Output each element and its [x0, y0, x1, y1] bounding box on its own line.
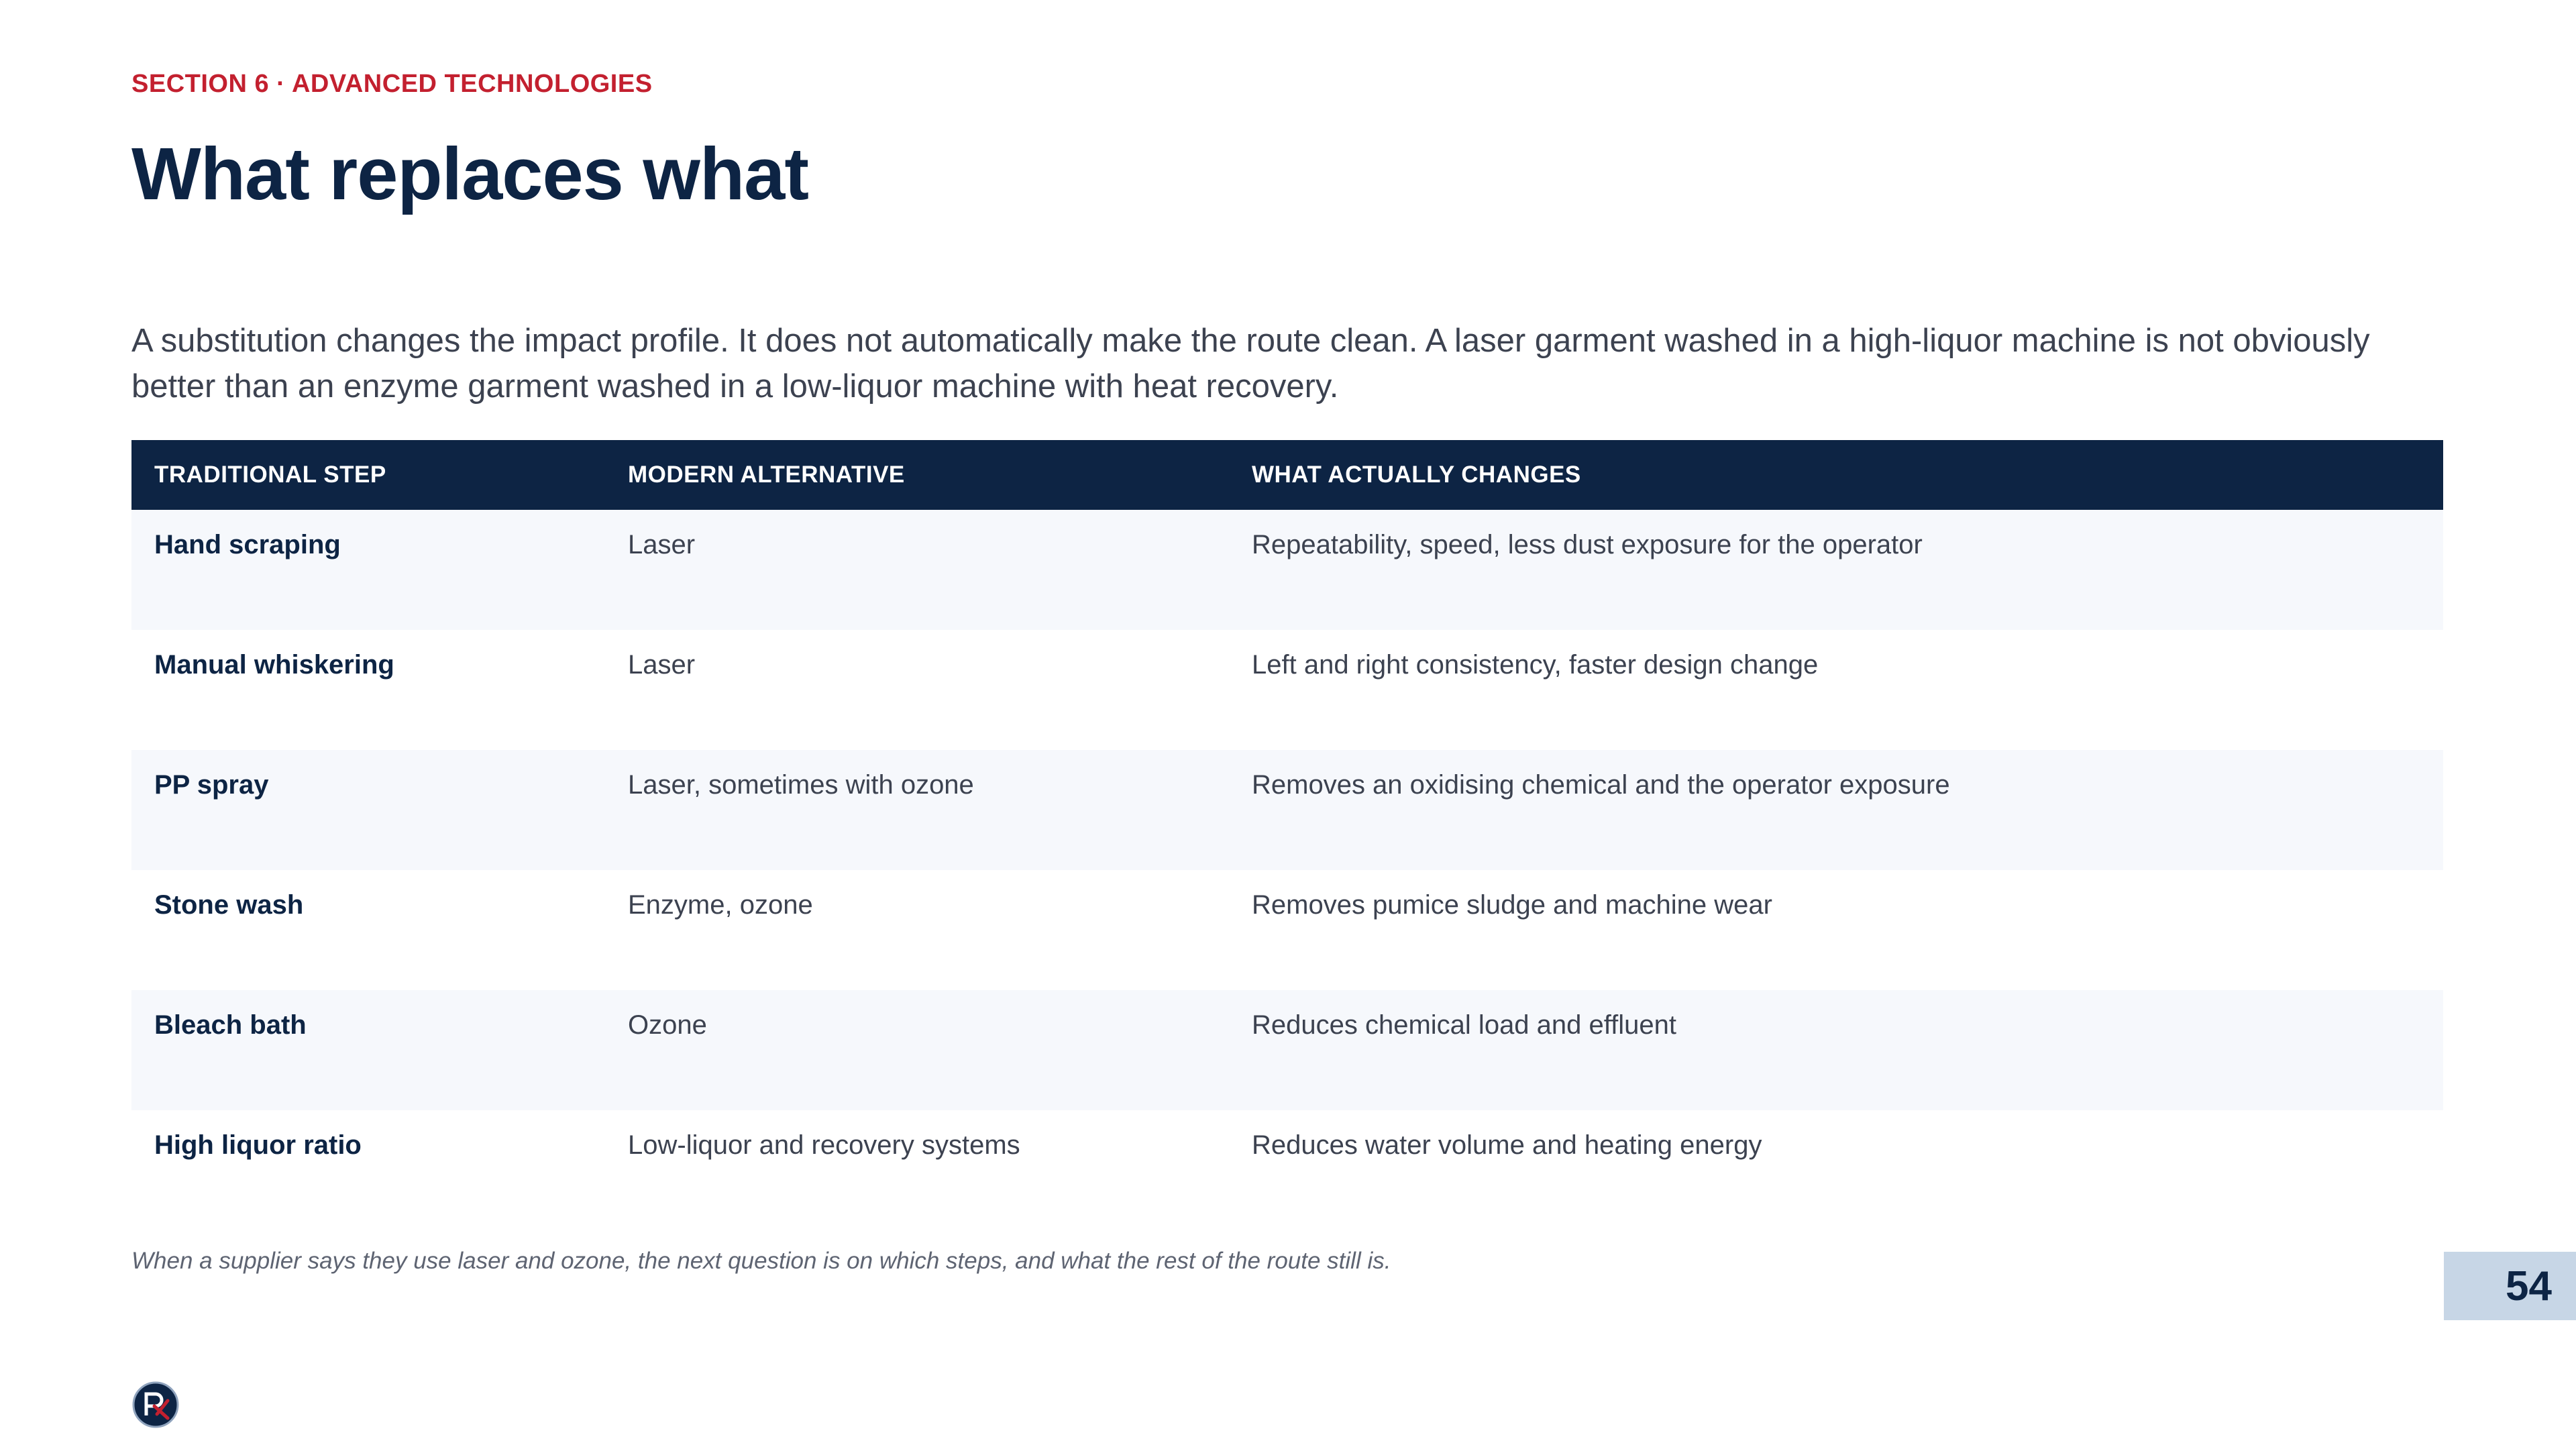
cell-change: Reduces water volume and heating energy — [1252, 1130, 1762, 1160]
cell-alternative: Laser, sometimes with ozone — [628, 770, 974, 800]
cell-step: PP spray — [154, 770, 269, 800]
page-number: 54 — [2506, 1263, 2552, 1309]
column-header-modern-alternative: MODERN ALTERNATIVE — [628, 462, 905, 488]
page-title: What replaces what — [131, 133, 808, 215]
cell-step: Bleach bath — [154, 1010, 307, 1040]
cell-step: Stone wash — [154, 890, 304, 920]
table-row — [131, 1110, 2443, 1230]
footnote: When a supplier says they use laser and ozone, the next question is on which steps, and what the rest of the route still is. — [131, 1248, 1391, 1274]
cell-step: Hand scraping — [154, 530, 341, 559]
cell-change: Repeatability, speed, less dust exposure for the operator — [1252, 530, 1923, 559]
intro-paragraph: A substitution changes the impact profile. It does not automatically make the route clean. A laser garment washed in a high-liquor machine is not obviously better than an enzyme garment washed in a low-liquor machine with heat recovery. — [131, 323, 2370, 405]
cell-change: Left and right consistency, faster design change — [1252, 650, 1819, 680]
cell-alternative: Laser — [628, 530, 696, 559]
cell-step: Manual whiskering — [154, 650, 394, 680]
cell-alternative: Ozone — [628, 1010, 707, 1040]
column-header-traditional-step: TRADITIONAL STEP — [154, 462, 386, 488]
table-row — [131, 990, 2443, 1110]
table-row — [131, 870, 2443, 990]
cell-alternative: Laser — [628, 650, 696, 680]
cell-alternative: Enzyme, ozone — [628, 890, 813, 920]
table-header — [131, 440, 2443, 510]
section-kicker: SECTION 6 · ADVANCED TECHNOLOGIES — [131, 70, 653, 98]
cell-step: High liquor ratio — [154, 1130, 362, 1160]
cell-change: Reduces chemical load and effluent — [1252, 1010, 1677, 1040]
cell-change: Removes an oxidising chemical and the operator exposure — [1252, 770, 1950, 800]
rx-logo-icon — [131, 1381, 180, 1429]
cell-alternative: Low-liquor and recovery systems — [628, 1130, 1020, 1160]
cell-change: Removes pumice sludge and machine wear — [1252, 890, 1772, 920]
column-header-what-changes: WHAT ACTUALLY CHANGES — [1252, 462, 1581, 488]
table-row — [131, 750, 2443, 870]
table-row — [131, 510, 2443, 630]
substitution-table — [131, 440, 2443, 1230]
table-row — [131, 630, 2443, 750]
page-number-box — [2444, 1252, 2576, 1320]
